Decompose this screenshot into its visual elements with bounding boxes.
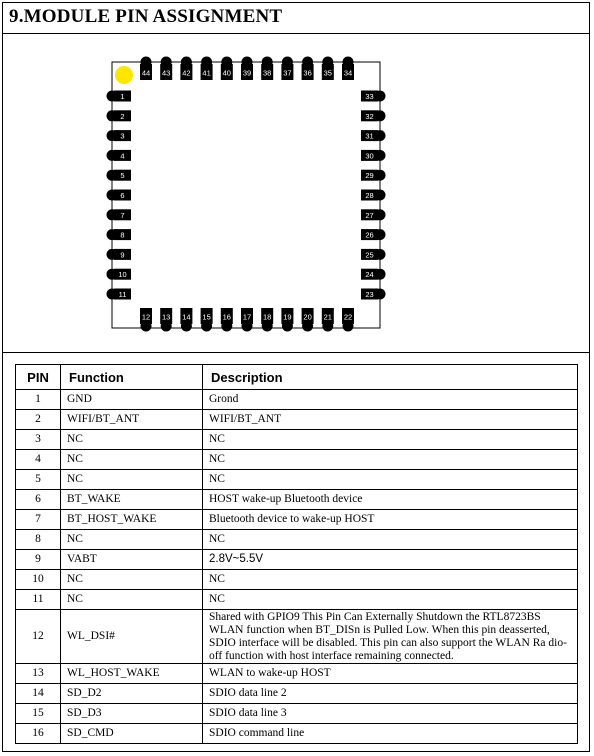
pin-number: 16 (16, 724, 61, 744)
table-row (16, 530, 578, 550)
pin-label: 11 (118, 290, 127, 299)
pin-number: 11 (16, 590, 61, 610)
pin-function: SD_D2 (61, 684, 203, 704)
pin-label: 40 (222, 68, 231, 78)
pin-label: 44 (141, 68, 151, 78)
table-row (16, 684, 578, 704)
table-row (16, 510, 578, 530)
right-pin-27 (361, 209, 386, 220)
heading-divider (2, 33, 590, 34)
left-pin-5 (107, 170, 132, 181)
pin-label: 26 (365, 230, 374, 240)
pin-label: 35 (323, 68, 332, 78)
left-pin-8 (107, 229, 132, 240)
pin-label: 22 (343, 312, 353, 322)
pin-label: 6 (120, 191, 125, 200)
bottom-pin-15 (201, 308, 213, 332)
pin-description: Bluetooth device to wake-up HOST (203, 510, 578, 530)
pin-label: 10 (118, 270, 127, 280)
pin-label: 28 (365, 191, 374, 200)
pin-label: 12 (141, 312, 151, 322)
table-row (16, 430, 578, 450)
left-pin-10 (107, 269, 132, 280)
pin-number: 15 (16, 704, 61, 724)
bottom-pin-20 (302, 308, 314, 332)
pin-description: HOST wake-up Bluetooth device (203, 490, 578, 510)
pin-number: 3 (16, 430, 61, 450)
bottom-pin-21 (322, 308, 334, 332)
pin-description: NC (203, 570, 578, 590)
pin-function: BT_WAKE (61, 490, 203, 510)
diagram-divider (2, 352, 590, 353)
bottom-pin-17 (241, 308, 253, 332)
pin-number: 4 (16, 450, 61, 470)
table-row (16, 570, 578, 590)
top-pin-44 (140, 57, 152, 81)
left-pin-7 (107, 209, 132, 220)
top-pin-41 (201, 57, 213, 81)
pin-label: 16 (222, 312, 231, 322)
pin-label: 4 (120, 151, 125, 161)
pin-function: NC (61, 450, 203, 470)
right-pin-32 (361, 110, 386, 121)
pin-label: 27 (365, 210, 374, 220)
pin-function: NC (61, 430, 203, 450)
pin-label: 19 (283, 312, 292, 322)
top-pin-40 (221, 57, 233, 81)
pin-label: 32 (365, 111, 374, 121)
table-row (16, 590, 578, 610)
pin-description: SDIO command line (203, 724, 578, 744)
pin-label: 13 (162, 312, 171, 322)
right-pin-30 (361, 150, 386, 161)
top-pin-43 (160, 57, 172, 81)
bottom-pin-13 (160, 308, 172, 332)
pin-table (15, 364, 578, 744)
pin1-marker (115, 66, 133, 84)
top-pin-42 (180, 57, 192, 81)
pin-number: 2 (16, 410, 61, 430)
pin-function: BT_HOST_WAKE (61, 510, 203, 530)
pin-label: 25 (365, 250, 374, 260)
pin-label: 18 (263, 312, 272, 322)
right-pin-23 (361, 289, 386, 300)
pin-description: Shared with GPIO9 This Pin Can Externally Shutdown the RTL8723BS WLAN function when BT_DISn is Pulled Low. When this pin deasserted, SDIO interface will be disabled. This pin can also support the WLAN Ra dio-off function with host interface remaining connected. (203, 610, 578, 664)
module-pin-diagram (104, 56, 390, 334)
right-pin-31 (361, 130, 386, 141)
pin-label: 5 (120, 171, 125, 181)
top-pin-36 (302, 57, 314, 81)
pin-label: 43 (162, 68, 171, 78)
pin-description: NC (203, 450, 578, 470)
bottom-pin-18 (261, 308, 273, 332)
pin-label: 23 (365, 290, 374, 299)
pin-description: WIFI/BT_ANT (203, 410, 578, 430)
pin-function: WL_DSI# (61, 610, 203, 664)
pin-label: 30 (365, 151, 374, 161)
top-pin-38 (261, 57, 273, 81)
left-pin-9 (107, 249, 132, 260)
table-row (16, 704, 578, 724)
pin-label: 14 (182, 312, 191, 322)
table-row (16, 410, 578, 430)
pin-function: NC (61, 570, 203, 590)
top-pin-35 (322, 57, 334, 81)
table-row (16, 550, 578, 570)
pin-description: SDIO data line 3 (203, 704, 578, 724)
pin-label: 37 (283, 68, 292, 78)
pin-description: NC (203, 430, 578, 450)
pin-function: WL_HOST_WAKE (61, 664, 203, 684)
left-pin-4 (107, 150, 132, 161)
top-pin-39 (241, 57, 253, 81)
pin-label: 38 (263, 68, 272, 78)
pin-function: NC (61, 530, 203, 550)
pin-function: SD_D3 (61, 704, 203, 724)
pin-description: WLAN to wake-up HOST (203, 664, 578, 684)
pin-number: 1 (16, 390, 61, 410)
pin-label: 31 (365, 131, 374, 141)
pin-label: 1 (120, 92, 125, 101)
pin-number: 14 (16, 684, 61, 704)
pin-number: 12 (16, 610, 61, 664)
pin-number: 13 (16, 664, 61, 684)
pin-label: 24 (365, 270, 374, 280)
pin-function: SD_CMD (61, 724, 203, 744)
right-pin-24 (361, 269, 386, 280)
section-title: 9.MODULE PIN ASSIGNMENT (9, 6, 283, 27)
table-header-row (16, 365, 578, 390)
top-pin-37 (281, 57, 293, 81)
header-description: Description (203, 365, 578, 390)
pin-function: VABT (61, 550, 203, 570)
pin-label: 7 (120, 210, 125, 220)
left-pin-11 (107, 289, 132, 300)
pin-function: WIFI/BT_ANT (61, 410, 203, 430)
pin-label: 21 (323, 312, 332, 322)
right-pin-25 (361, 249, 386, 260)
pin-function: GND (61, 390, 203, 410)
pin-label: 41 (202, 68, 211, 78)
pin-label: 42 (182, 68, 191, 78)
table-row (16, 490, 578, 510)
left-pin-1 (107, 91, 132, 102)
table-row (16, 610, 578, 664)
table-row (16, 390, 578, 410)
left-pin-3 (107, 130, 132, 141)
right-pin-33 (361, 91, 386, 102)
pin-description: Grond (203, 390, 578, 410)
pin-function: NC (61, 590, 203, 610)
pin-label: 33 (365, 92, 374, 101)
pin-label: 15 (202, 312, 211, 322)
pin-description: NC (203, 590, 578, 610)
pin-number: 6 (16, 490, 61, 510)
pin-number: 9 (16, 550, 61, 570)
table-row (16, 724, 578, 744)
bottom-pin-22 (342, 308, 354, 332)
header-function: Function (61, 365, 203, 390)
pin-label: 2 (120, 111, 125, 121)
top-pin-34 (342, 57, 354, 81)
bottom-pin-19 (281, 308, 293, 332)
pin-label: 39 (242, 68, 252, 78)
pin-number: 5 (16, 470, 61, 490)
chip-outline (112, 62, 380, 328)
pin-label: 20 (303, 312, 312, 322)
table-row (16, 664, 578, 684)
pin-description: 2.8V~5.5V (203, 550, 578, 570)
pin-label: 29 (365, 171, 374, 181)
right-pin-26 (361, 229, 386, 240)
table-row (16, 450, 578, 470)
left-pin-2 (107, 110, 132, 121)
left-pin-6 (107, 190, 132, 201)
pin-description: SDIO data line 2 (203, 684, 578, 704)
bottom-pin-14 (180, 308, 192, 332)
pin-number: 7 (16, 510, 61, 530)
right-pin-29 (361, 170, 386, 181)
pin-label: 8 (120, 230, 125, 240)
pin-label: 3 (120, 131, 125, 141)
pin-number: 10 (16, 570, 61, 590)
right-pin-28 (361, 190, 386, 201)
pin-description: NC (203, 470, 578, 490)
pin-label: 34 (343, 68, 353, 78)
bottom-pin-16 (221, 308, 233, 332)
bottom-pin-12 (140, 308, 152, 332)
pin-description: NC (203, 530, 578, 550)
table-row (16, 470, 578, 490)
pin-label: 36 (303, 68, 312, 78)
pin-function: NC (61, 470, 203, 490)
pin-number: 8 (16, 530, 61, 550)
pin-label: 9 (120, 250, 125, 260)
header-pin: PIN (16, 365, 61, 390)
pin-label: 17 (242, 312, 252, 322)
